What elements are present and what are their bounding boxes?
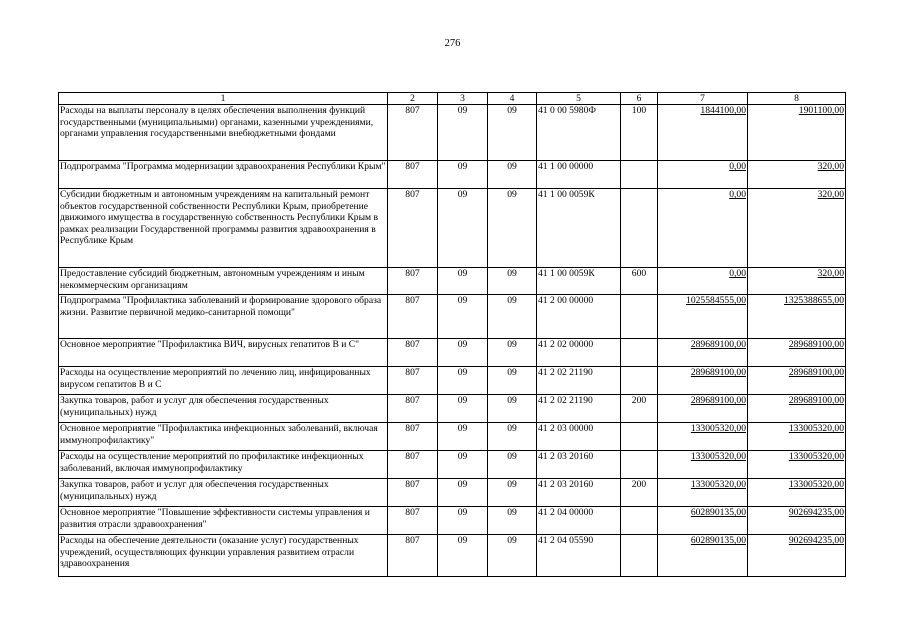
row-amount-year-1 (658, 189, 748, 268)
row-amount-year-2 (748, 295, 846, 339)
row-expense-type-code (621, 451, 658, 479)
amount-value: 289689100,00 (690, 339, 746, 350)
row-target-article-code: 41 1 00 0059К (537, 189, 621, 268)
table-row (59, 339, 846, 367)
row-expense-type-code (621, 535, 658, 577)
row-description: Расходы на выплаты персоналу в целях обеспечения выполнения функций государственными (муниципальными) органами, казенными учреждениями, органами управления государственными внебюджетными фондами (59, 105, 388, 161)
row-grbs-code: 807 (388, 423, 438, 451)
amount-value: 902694235,00 (788, 535, 844, 546)
row-grbs-code: 807 (388, 535, 438, 577)
row-section-code: 09 (438, 339, 488, 367)
header-cell-4: 4 (488, 93, 537, 105)
row-amount-year-1 (658, 268, 748, 295)
row-expense-type-code (621, 423, 658, 451)
row-amount-year-2 (748, 105, 846, 161)
row-amount-year-1 (658, 423, 748, 451)
table-row (59, 295, 846, 339)
row-section-code: 09 (438, 295, 488, 339)
row-section-code: 09 (438, 507, 488, 535)
row-amount-year-1 (658, 535, 748, 577)
header-cell-8: 8 (748, 93, 846, 105)
page-number: 276 (444, 38, 461, 49)
table-row (59, 479, 846, 507)
header-cell-6: 6 (621, 93, 658, 105)
amount-value: 320,00 (817, 189, 844, 200)
row-amount-year-1 (658, 479, 748, 507)
row-description: Расходы на обеспечение деятельности (оказание услуг) государственных учреждений, осуществляющих функции управления развитием отрасли здравоохранения (59, 535, 388, 577)
row-subsection-code: 09 (488, 535, 537, 577)
row-description: Субсидии бюджетным и автономным учреждениям на капитальный ремонт объектов государственной собственности Республики Крым, приобретение движимого имущества в государственную собственность Республики Крым в рамках реализации Государственной программы развития здравоохранения в Республике Крым (59, 189, 388, 268)
row-expense-type-code (621, 295, 658, 339)
row-amount-year-1 (658, 105, 748, 161)
amount-value: 1844100,00 (700, 105, 746, 116)
row-subsection-code: 09 (488, 423, 537, 451)
table-row (59, 189, 846, 268)
row-expense-type-code (621, 507, 658, 535)
row-description: Подпрограмма "Профилактика заболеваний и формирование здорового образа жизни. Развитие первичной медико-санитарной помощи" (59, 295, 388, 339)
row-amount-year-2 (748, 507, 846, 535)
row-grbs-code: 807 (388, 479, 438, 507)
row-expense-type-code (621, 189, 658, 268)
row-expense-type-code (621, 339, 658, 367)
row-amount-year-2 (748, 268, 846, 295)
amount-value: 902694235,00 (788, 507, 844, 518)
amount-value: 0,00 (729, 268, 746, 279)
row-section-code: 09 (438, 189, 488, 268)
row-amount-year-2 (748, 189, 846, 268)
row-grbs-code: 807 (388, 339, 438, 367)
row-section-code: 09 (438, 479, 488, 507)
row-expense-type-code: 200 (621, 479, 658, 507)
amount-value: 289689100,00 (690, 395, 746, 406)
table-row (59, 423, 846, 451)
row-description: Закупка товаров, работ и услуг для обеспечения государственных (муниципальных) нужд (59, 479, 388, 507)
row-description: Основное мероприятие "Профилактика ВИЧ, вирусных гепатитов В и С" (59, 339, 388, 367)
row-description: Основное мероприятие "Повышение эффективности системы управления и развития отрасли здравоохранения" (59, 507, 388, 535)
header-cell-3: 3 (438, 93, 488, 105)
row-grbs-code: 807 (388, 295, 438, 339)
row-description: Предоставление субсидий бюджетным, автономным учреждениям и иным некоммерческим организациям (59, 268, 388, 295)
row-amount-year-2 (748, 395, 846, 423)
row-expense-type-code (621, 161, 658, 189)
row-target-article-code: 41 2 03 20160 (537, 479, 621, 507)
header-cell-2: 2 (388, 93, 438, 105)
amount-value: 133005320,00 (690, 479, 746, 490)
amount-value: 289689100,00 (788, 395, 844, 406)
row-section-code: 09 (438, 268, 488, 295)
row-amount-year-2 (748, 367, 846, 395)
row-subsection-code: 09 (488, 479, 537, 507)
row-expense-type-code: 600 (621, 268, 658, 295)
table-row (59, 535, 846, 577)
header-cell-1: 1 (59, 93, 388, 105)
row-section-code: 09 (438, 367, 488, 395)
table-row (59, 367, 846, 395)
header-cell-7: 7 (658, 93, 748, 105)
row-section-code: 09 (438, 395, 488, 423)
row-subsection-code: 09 (488, 367, 537, 395)
row-subsection-code: 09 (488, 339, 537, 367)
row-expense-type-code: 200 (621, 395, 658, 423)
row-amount-year-2 (748, 423, 846, 451)
amount-value: 289689100,00 (788, 367, 844, 378)
row-target-article-code: 41 2 04 05590 (537, 535, 621, 577)
row-target-article-code: 41 2 02 21190 (537, 367, 621, 395)
row-subsection-code: 09 (488, 395, 537, 423)
row-target-article-code: 41 2 02 21190 (537, 395, 621, 423)
amount-value: 1901100,00 (798, 105, 844, 116)
amount-value: 320,00 (817, 268, 844, 279)
row-subsection-code: 09 (488, 189, 537, 268)
header-cell-5: 5 (537, 93, 621, 105)
row-amount-year-1 (658, 451, 748, 479)
table-row (59, 507, 846, 535)
row-section-code: 09 (438, 451, 488, 479)
row-subsection-code: 09 (488, 161, 537, 189)
row-amount-year-2 (748, 535, 846, 577)
row-description: Расходы на осуществление мероприятий по лечению лиц, инфицированных вирусом гепатитов В и С (59, 367, 388, 395)
table-header-row (59, 93, 846, 105)
row-expense-type-code: 100 (621, 105, 658, 161)
amount-value: 1325388655,00 (784, 295, 844, 306)
row-amount-year-2 (748, 451, 846, 479)
table-row (59, 268, 846, 295)
row-grbs-code: 807 (388, 507, 438, 535)
row-target-article-code: 41 0 00 5980Ф (537, 105, 621, 161)
amount-value: 289689100,00 (690, 367, 746, 378)
row-description: Закупка товаров, работ и услуг для обеспечения государственных (муниципальных) нужд (59, 395, 388, 423)
row-section-code: 09 (438, 535, 488, 577)
row-grbs-code: 807 (388, 161, 438, 189)
amount-value: 133005320,00 (788, 423, 844, 434)
row-grbs-code: 807 (388, 395, 438, 423)
row-grbs-code: 807 (388, 367, 438, 395)
row-subsection-code: 09 (488, 105, 537, 161)
row-target-article-code: 41 2 03 20160 (537, 451, 621, 479)
row-amount-year-1 (658, 339, 748, 367)
row-amount-year-1 (658, 295, 748, 339)
row-subsection-code: 09 (488, 451, 537, 479)
row-amount-year-1 (658, 395, 748, 423)
row-grbs-code: 807 (388, 451, 438, 479)
row-grbs-code: 807 (388, 105, 438, 161)
row-target-article-code: 41 2 02 00000 (537, 339, 621, 367)
row-grbs-code: 807 (388, 268, 438, 295)
row-amount-year-2 (748, 339, 846, 367)
row-amount-year-1 (658, 367, 748, 395)
row-description: Основное мероприятие "Профилактика инфекционных заболеваний, включая иммунопрофилактику" (59, 423, 388, 451)
row-amount-year-2 (748, 479, 846, 507)
amount-value: 0,00 (729, 161, 746, 172)
row-section-code: 09 (438, 105, 488, 161)
row-description: Подпрограмма "Программа модернизации здравоохранения Республики Крым" (59, 161, 388, 189)
row-description: Расходы на осуществление мероприятий по профилактике инфекционных заболеваний, включая иммунопрофилактику (59, 451, 388, 479)
amount-value: 133005320,00 (690, 423, 746, 434)
amount-value: 289689100,00 (788, 339, 844, 350)
amount-value: 133005320,00 (788, 451, 844, 462)
amount-value: 602890135,00 (690, 535, 746, 546)
row-target-article-code: 41 1 00 0059К (537, 268, 621, 295)
row-amount-year-1 (658, 507, 748, 535)
row-section-code: 09 (438, 161, 488, 189)
row-grbs-code: 807 (388, 189, 438, 268)
table-row (59, 395, 846, 423)
table-body (59, 105, 846, 577)
amount-value: 0,00 (729, 189, 746, 200)
row-section-code: 09 (438, 423, 488, 451)
row-amount-year-1 (658, 161, 748, 189)
amount-value: 133005320,00 (690, 451, 746, 462)
row-target-article-code: 41 1 00 00000 (537, 161, 621, 189)
amount-value: 133005320,00 (788, 479, 844, 490)
amount-value: 602890135,00 (690, 507, 746, 518)
table-row (59, 451, 846, 479)
row-amount-year-2 (748, 161, 846, 189)
budget-table (58, 92, 846, 577)
amount-value: 320,00 (817, 161, 844, 172)
row-target-article-code: 41 2 03 00000 (537, 423, 621, 451)
row-subsection-code: 09 (488, 507, 537, 535)
table-row (59, 161, 846, 189)
amount-value: 1025584555,00 (686, 295, 746, 306)
row-subsection-code: 09 (488, 268, 537, 295)
row-target-article-code: 41 2 00 00000 (537, 295, 621, 339)
table-row (59, 105, 846, 161)
row-target-article-code: 41 2 04 00000 (537, 507, 621, 535)
row-expense-type-code (621, 367, 658, 395)
row-subsection-code: 09 (488, 295, 537, 339)
